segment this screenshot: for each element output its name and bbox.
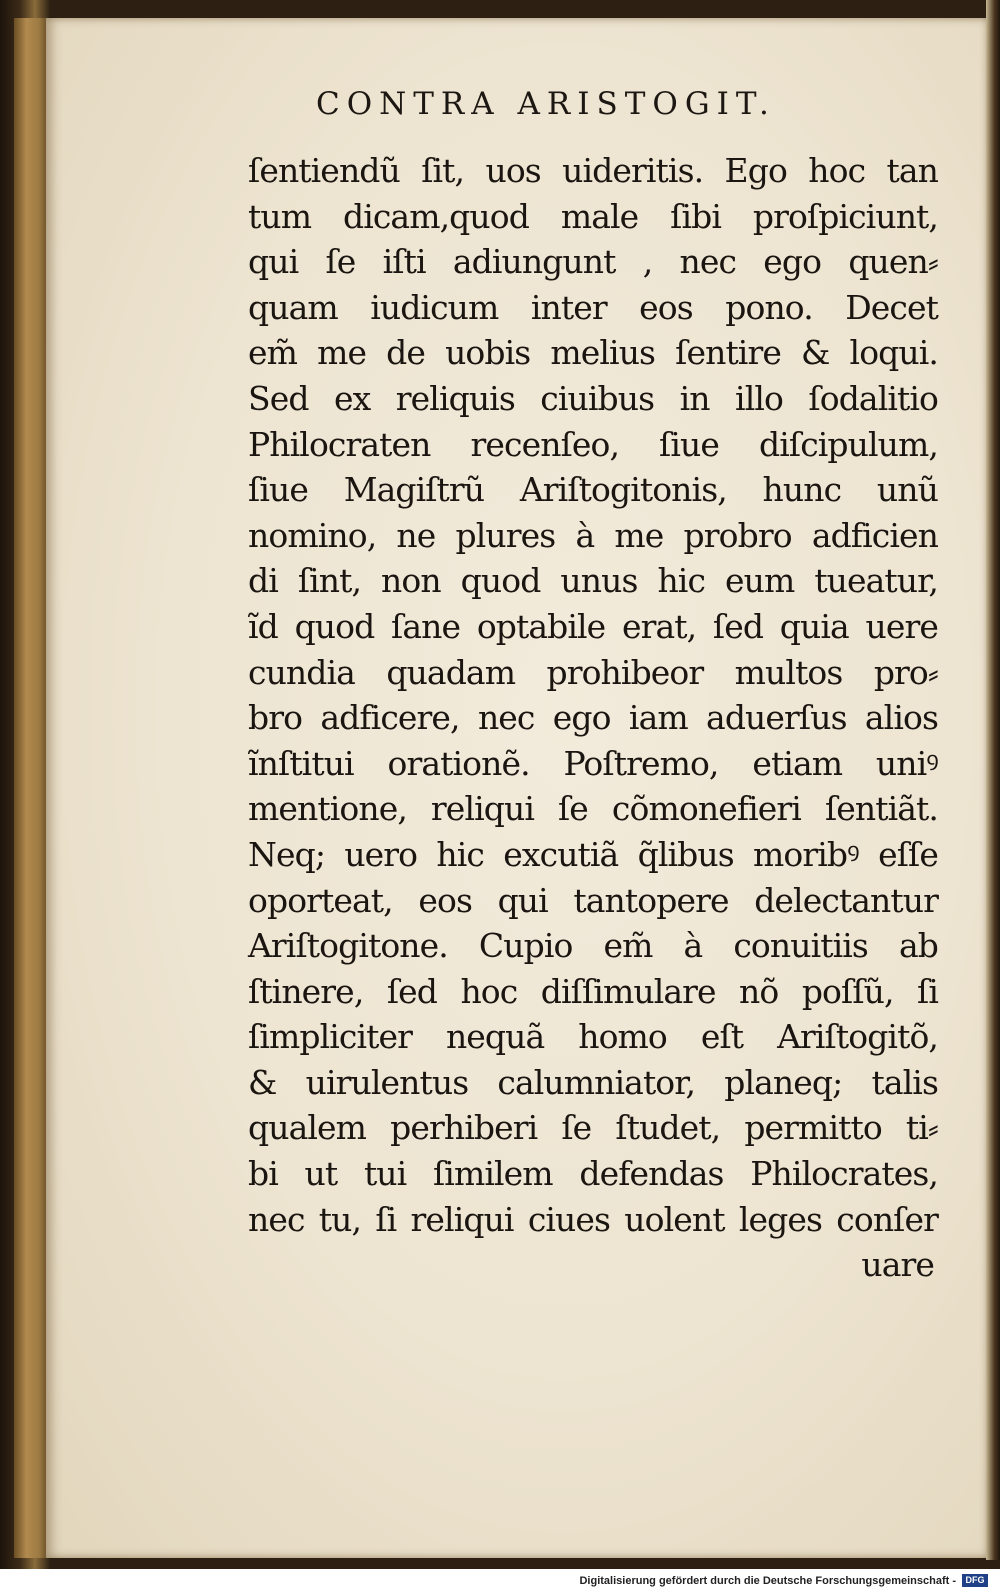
text-line: tum dicam,quod male ſibi proſpiciunt, [248,196,938,236]
text-line: oporteat, eos qui tantopere delectantur [248,880,938,920]
text-line: di ſint, non quod unus hic eum tueatur, [248,561,938,601]
text-line: qualem perhiberi ſe ſtudet, permitto ti⸗ [248,1108,938,1148]
text-line: ĩd quod ſane optabile erat, ſed quia uere [248,606,938,646]
running-head: CONTRA ARISTOGIT. [316,86,776,122]
text-line: quam iudicum inter eos pono. Decet [248,287,938,327]
catchword: uare [861,1245,934,1285]
text-line: Sed ex reliquis ciuibus in illo ſodalitio [248,378,938,418]
text-line: ſentiendũ ſit, uos uideritis. Ego hoc tan [248,151,938,190]
dfg-logo-icon: DFG [962,1574,988,1587]
text-block [248,148,938,1288]
text-line: ſtinere, ſed hoc diſſimulare nõ poſſũ, ſi [248,971,938,1011]
page-edge [14,18,50,1558]
text-line: em̃ me de uobis melius ſentire & loqui. [248,333,938,373]
text-line: nec tu, ſi reliqui ciues uolent leges conſer [248,1199,938,1239]
text-line: qui ſe iſti adiungunt , nec ego quen⸗ [248,242,938,282]
text-line: bro adficere, nec ego iam aduerſus alios [248,698,938,738]
text-line: nomino, ne plures à me probro adficien [248,515,938,555]
text-line: mentione, reliqui ſe cõmonefieri ſentiãt. [248,789,938,829]
text-line: Ariſtogitone. Cupio em̃ à conuitiis ab [248,926,938,966]
footer-bar [0,1569,1000,1591]
text-line: cundia quadam prohibeor multos pro⸗ [248,652,938,692]
text-line: Neq; uero hic excutiã q̃libus moribꝰ eſſe [248,834,938,874]
text-line: & uirulentus calumniator, planeq; talis [248,1062,938,1102]
text-line: Philocraten recenſeo, ſiue diſcipulum, [248,424,938,464]
text-line: ſimpliciter nequã homo eſt Ariſtogitõ, [248,1017,938,1057]
text-line: ſiue Magiſtrũ Ariſtogitonis, hunc unũ [248,470,938,510]
footer-credit: Digitalisierung gefördert durch die Deutsche Forschungsgemeinschaft - [579,1575,956,1587]
book-fore-edge [986,0,1000,1560]
text-line: bi ut tui ſimilem defendas Philocrates, [248,1154,938,1194]
text-line: ĩnſtitui orationẽ. Poſtremo, etiam uniꝰ [248,743,938,783]
